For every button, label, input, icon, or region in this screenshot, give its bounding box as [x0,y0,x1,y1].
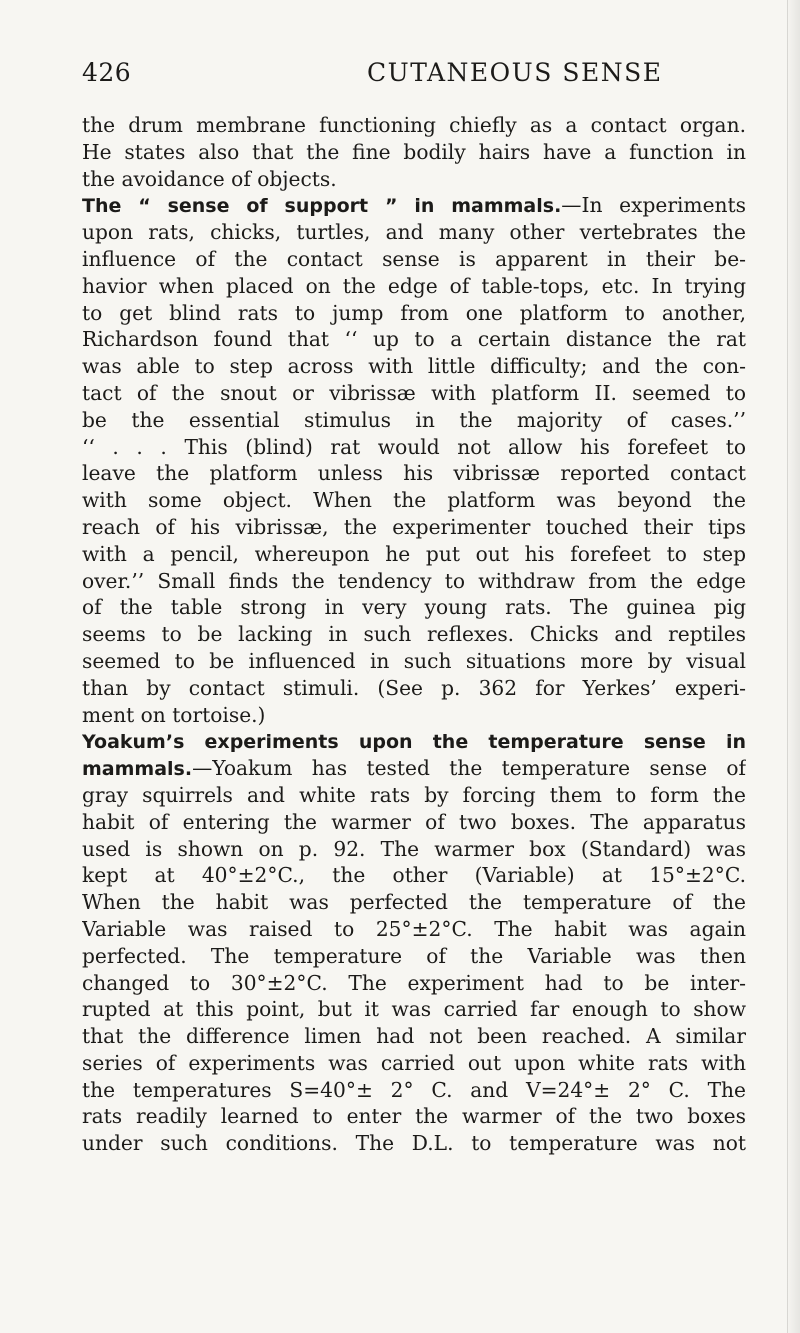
line-text: be the essential stimulus in the majority of cases.’’ [82,407,746,432]
line-text: —In experiments [561,193,746,218]
text-line [82,460,746,487]
line-text: Richardson found that ‘‘ up to a certain distance the rat [82,327,746,352]
text-line [82,889,746,916]
line-text: with a pencil, whereupon he put out his forefeet to step [82,541,746,566]
line-text: reach of his vibrissæ, the experimenter touched their tips [82,514,746,539]
line-text: —Yoakum has tested the temperature sense of [192,756,746,781]
text-line [82,353,746,380]
text-line [82,728,746,755]
line-text: havior when placed on the edge of table-tops, etc. In trying [82,273,746,298]
line-text: that the difference limen had not been reached. A similar [82,1024,746,1049]
text-line [82,1077,746,1104]
text-line [82,273,746,300]
text-line [82,1103,746,1130]
line-text: habit of entering the warmer of two boxes. The apparatus [82,809,746,834]
line-text: seemed to be influenced in such situations more by visual [82,648,746,673]
line-text: the temperatures S=40°± 2° C. and V=24°± 2° C. The [82,1077,746,1102]
line-text: Variable was raised to 25°±2°C. The habit was again [82,916,746,941]
line-text: He states also that the fine bodily hairs have a function in [82,139,746,164]
text-line [82,675,746,702]
text-line [82,594,746,621]
text-line [82,568,746,595]
text-line [82,112,746,139]
line-text: with some object. When the platform was beyond the [82,488,746,513]
page-header [82,58,742,94]
line-text: influence of the contact sense is apparent in their be- [82,246,746,271]
line-text: changed to 30°±2°C. The experiment had to be inter- [82,970,746,995]
line-text: ‘‘ . . . This (blind) rat would not allow his forefeet to [82,434,746,459]
text-line [82,487,746,514]
text-line [82,1050,746,1077]
section-heading: The “ sense of support ” in mammals. [82,195,562,218]
text-line [82,326,746,353]
line-text: seems to be lacking in such reflexes. Chicks and reptiles [82,622,746,647]
line-text: under such conditions. The D.L. to temperature was not [82,1131,746,1156]
line-text: to get blind rats to jump from one platform to another, [82,300,746,325]
section-heading: Yoakum’s experiments upon the temperature sense in [82,731,746,754]
text-line [82,514,746,541]
text-line [82,809,746,836]
text-line [82,1023,746,1050]
line-text: over.’’ Small finds the tendency to withdraw from the edge [82,568,746,593]
text-line [82,916,746,943]
text-line [82,166,746,193]
text-line [82,139,746,166]
body-text [82,112,746,1157]
line-text: the drum membrane functioning chiefly as a contact organ. [82,113,746,137]
page-gutter-shade [786,0,800,1333]
line-text: than by contact stimuli. (See p. 362 for Yerkes’ experi- [82,675,746,700]
line-text: ment on tortoise.) [82,702,266,727]
text-line [82,541,746,568]
text-line [82,648,746,675]
line-text: was able to step across with little difficulty; and the con- [82,354,746,379]
line-text: leave the platform unless his vibrissæ reported contact [82,461,746,486]
text-line [82,970,746,997]
text-line [82,407,746,434]
line-text: gray squirrels and white rats by forcing them to form the [82,782,746,807]
section-heading: mammals. [82,758,193,781]
line-text: rats readily learned to enter the warmer of the two boxes [82,1104,746,1129]
text-line [82,782,746,809]
line-text: used is shown on p. 92. The warmer box (Standard) was [82,836,746,861]
page-number: 426 [82,58,132,87]
line-text: kept at 40°±2°C., the other (Variable) at 15°±2°C. [82,863,746,888]
text-line [82,219,746,246]
line-text: perfected. The temperature of the Variable was then [82,943,746,968]
text-line [82,702,746,729]
text-line [82,246,746,273]
text-line [82,836,746,863]
text-line [82,996,746,1023]
text-line [82,862,746,889]
text-line [82,434,746,461]
text-line [82,621,746,648]
text-line [82,1130,746,1157]
text-line [82,755,746,782]
line-text: tact of the snout or vibrissæ with platform II. seemed to [82,380,746,405]
running-head: CUTANEOUS SENSE [367,58,663,87]
text-line [82,380,746,407]
text-line [82,943,746,970]
line-text: upon rats, chicks, turtles, and many other vertebrates the [82,220,746,245]
text-line [82,192,746,219]
line-text: the avoidance of objects. [82,166,337,191]
text-line [82,300,746,327]
line-text: series of experiments was carried out upon white rats with [82,1050,746,1075]
line-text: of the table strong in very young rats. The guinea pig [82,595,746,620]
line-text: When the habit was perfected the temperature of the [82,890,746,915]
line-text: rupted at this point, but it was carried far enough to show [82,997,746,1022]
